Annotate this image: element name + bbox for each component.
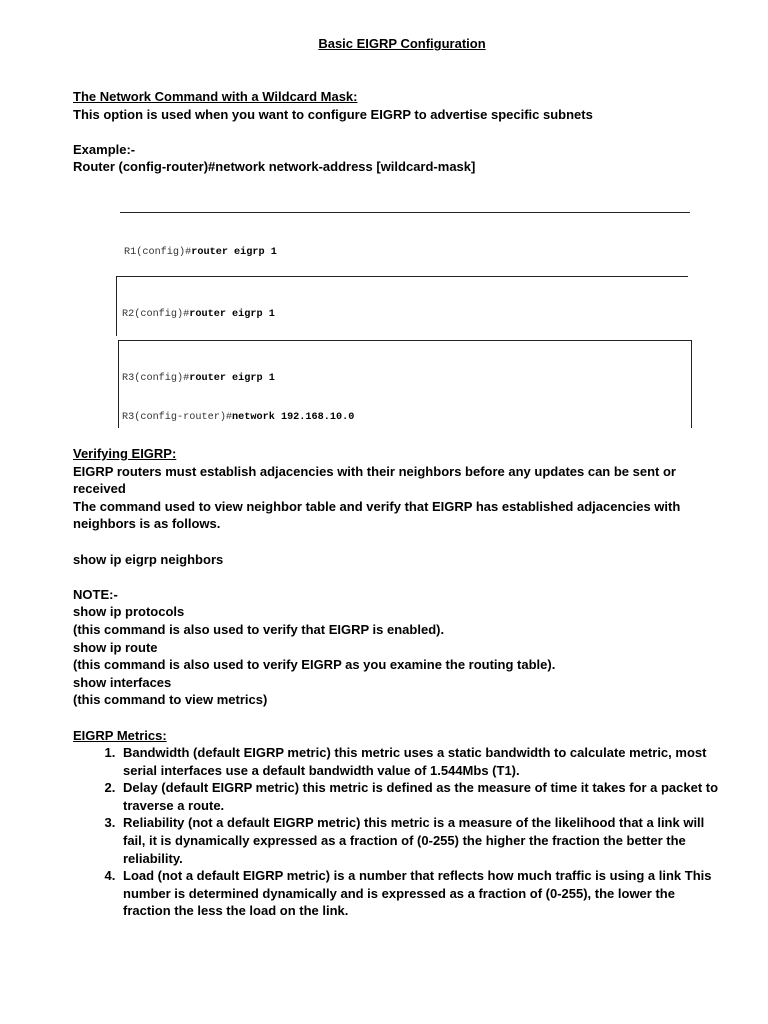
terminal-line: R3(config-router)#network 192.168.10.0 (122, 411, 355, 423)
note-line: show ip route (73, 639, 158, 655)
note-line: (this command to view metrics) (73, 692, 268, 708)
verify-heading: Verifying EIGRP: (73, 446, 177, 461)
note-line: (this command is also used to verify that EIGRP is enabled). (73, 621, 445, 637)
metric-item-load: 4. Load (not a default EIGRP metric) is a number that reflects how much traffic is using a link This number is determined dynamically and is expressed as a fraction of (0-255), the lower the fraction the less the load on the link. (119, 867, 723, 920)
example-label: Example:- (73, 141, 136, 157)
command-syntax: Router (config-router)#network network-address [wildcard-mask] (73, 159, 476, 175)
metrics-list (73, 744, 723, 920)
note-line: (this command is also used to verify EIGRP as you examine the routing table). (73, 657, 556, 673)
network-command-description: This option is used when you want to configure EIGRP to advertise specific subnets (73, 106, 593, 122)
terminal-line: R3(config)#router eigrp 1 (122, 372, 275, 384)
verify-paragraph-1: EIGRP routers must establish adjacencies with their neighbors before any updates can be sent or received (73, 463, 676, 497)
document-title: Basic EIGRP Configuration (318, 36, 486, 51)
verify-paragraph-2: The command used to view neighbor table and verify that EIGRP has established adjacencies with neighbors is as follows. (73, 498, 681, 532)
terminal-line: R1(config)#router eigrp 1 (124, 246, 277, 258)
metric-item-delay: 2. Delay (default EIGRP metric) this metric is defined as the measure of time it takes for a packet to traverse a route. (119, 779, 723, 814)
metric-item-bandwidth: 1. Bandwidth (default EIGRP metric) this metric uses a static bandwidth to calculate metric, most serial interfaces use a default bandwidth value of 1.544Mbs (T1). (119, 744, 723, 779)
note-label: NOTE:- (73, 586, 118, 602)
note-line: show interfaces (73, 674, 172, 690)
terminal-block-r1 (120, 212, 690, 272)
terminal-block-r3 (118, 340, 692, 428)
network-command-heading: The Network Command with a Wildcard Mask: (73, 89, 358, 104)
terminal-screenshot (116, 212, 692, 430)
verify-section (73, 445, 723, 920)
verify-command: show ip eigrp neighbors (73, 551, 224, 567)
terminal-block-r2 (116, 276, 688, 336)
metrics-heading: EIGRP Metrics: (73, 727, 167, 743)
metric-item-reliability: 3. Reliability (not a default EIGRP metric) this metric is a measure of the likelihood that a link will fail, it is dynamically expressed as a fraction of (0-255) the higher the fraction the better the reliability. (119, 814, 723, 867)
network-command-section (73, 88, 723, 176)
note-line: show ip protocols (73, 604, 185, 620)
terminal-line: R2(config)#router eigrp 1 (122, 308, 275, 320)
